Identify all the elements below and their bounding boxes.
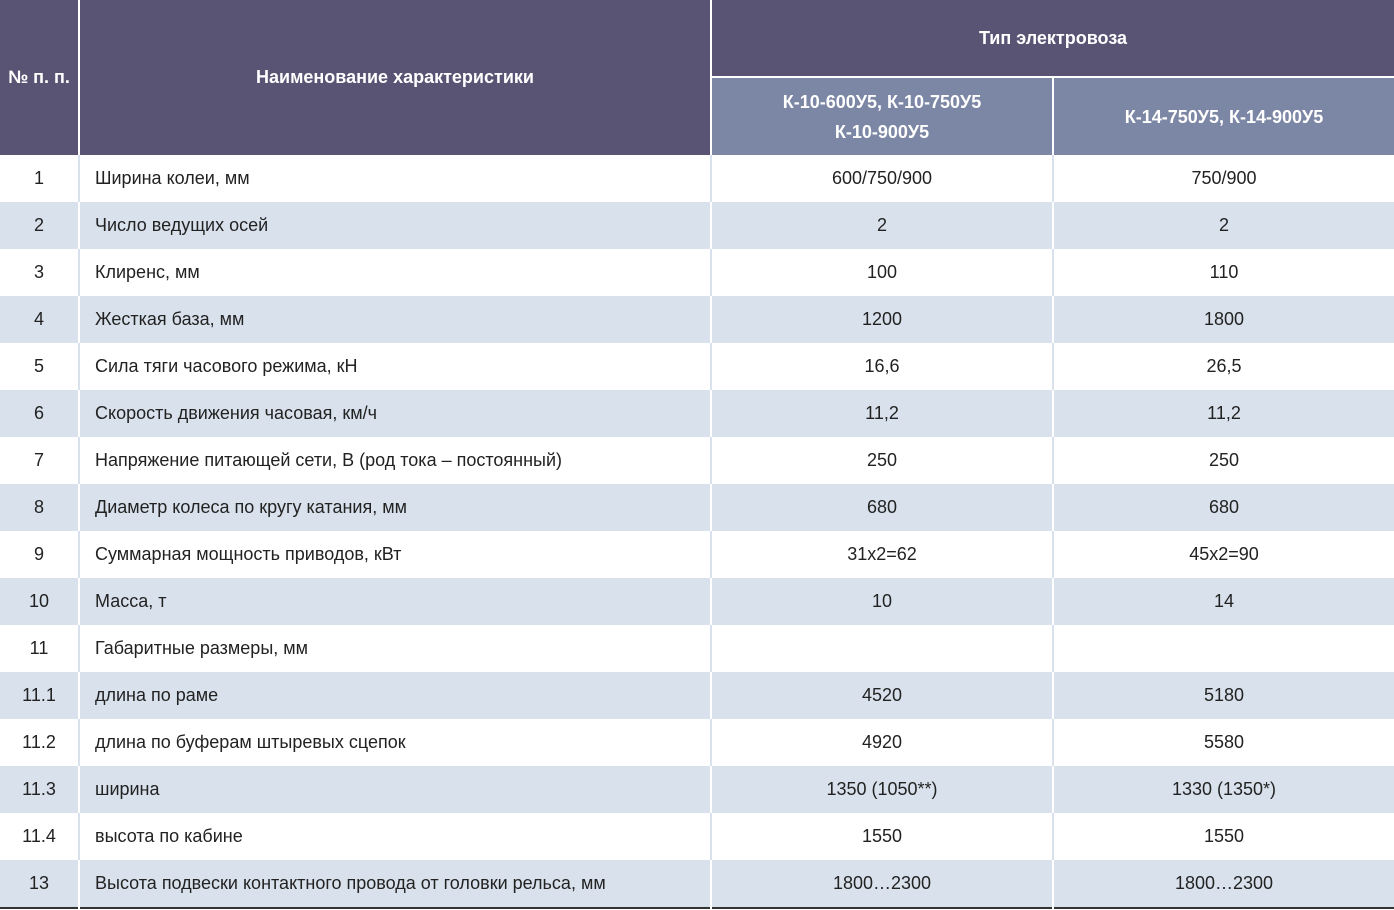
row-number: 10 <box>0 578 79 625</box>
row-value-k14: 11,2 <box>1053 390 1394 437</box>
row-number: 7 <box>0 437 79 484</box>
row-value-k10: 10 <box>711 578 1053 625</box>
row-number: 13 <box>0 860 79 908</box>
table-row <box>0 578 1394 625</box>
row-value-k10: 2 <box>711 202 1053 249</box>
row-characteristic: Диаметр колеса по кругу катания, мм <box>79 484 711 531</box>
row-value-k14: 680 <box>1053 484 1394 531</box>
row-value-k10: 16,6 <box>711 343 1053 390</box>
row-value-k14: 45x2=90 <box>1053 531 1394 578</box>
table-row <box>0 484 1394 531</box>
header-number: № п. п. <box>0 0 79 155</box>
header-model-k14: К-14-750У5, К-14-900У5 <box>1053 77 1394 155</box>
row-value-k14: 1800 <box>1053 296 1394 343</box>
row-characteristic: Напряжение питающей сети, В (род тока – постоянный) <box>79 437 711 484</box>
row-characteristic: Масса, т <box>79 578 711 625</box>
row-value-k14: 5180 <box>1053 672 1394 719</box>
row-value-k10: 31x2=62 <box>711 531 1053 578</box>
row-number: 1 <box>0 155 79 202</box>
row-value-k10: 1350 (1050**) <box>711 766 1053 813</box>
header-model-k10-line2: К-10-900У5 <box>834 121 930 142</box>
row-characteristic: Суммарная мощность приводов, кВт <box>79 531 711 578</box>
row-characteristic: Сила тяги часового режима, кН <box>79 343 711 390</box>
row-value-k10: 1550 <box>711 813 1053 860</box>
header-model-k10 <box>711 77 1053 155</box>
row-value-k10: 1800…2300 <box>711 860 1053 908</box>
row-characteristic: Ширина колеи, мм <box>79 155 711 202</box>
table-body <box>0 155 1394 908</box>
row-characteristic: Число ведущих осей <box>79 202 711 249</box>
row-value-k10: 1200 <box>711 296 1053 343</box>
row-number: 9 <box>0 531 79 578</box>
row-characteristic: Габаритные размеры, мм <box>79 625 711 672</box>
row-characteristic: Скорость движения часовая, км/ч <box>79 390 711 437</box>
row-value-k10: 4920 <box>711 719 1053 766</box>
row-number: 6 <box>0 390 79 437</box>
row-value-k14: 1800…2300 <box>1053 860 1394 908</box>
header-model-k10-line1: К-10-600У5, К-10-750У5 <box>782 91 982 112</box>
row-value-k14: 750/900 <box>1053 155 1394 202</box>
row-number: 2 <box>0 202 79 249</box>
row-value-k14: 110 <box>1053 249 1394 296</box>
table-row <box>0 202 1394 249</box>
row-number: 11 <box>0 625 79 672</box>
row-value-k14: 26,5 <box>1053 343 1394 390</box>
table-row <box>0 249 1394 296</box>
row-number: 11.2 <box>0 719 79 766</box>
row-value-k10: 100 <box>711 249 1053 296</box>
table-row <box>0 813 1394 860</box>
table-header <box>0 0 1394 155</box>
table-row <box>0 531 1394 578</box>
row-value-k10: 4520 <box>711 672 1053 719</box>
table-row <box>0 625 1394 672</box>
row-characteristic: высота по кабине <box>79 813 711 860</box>
table-row <box>0 766 1394 813</box>
row-value-k14: 1550 <box>1053 813 1394 860</box>
table-row <box>0 860 1394 908</box>
row-characteristic: Жесткая база, мм <box>79 296 711 343</box>
row-characteristic: длина по буферам штыревых сцепок <box>79 719 711 766</box>
row-number: 11.1 <box>0 672 79 719</box>
row-value-k10 <box>711 625 1053 672</box>
row-value-k14: 14 <box>1053 578 1394 625</box>
row-number: 4 <box>0 296 79 343</box>
table-row <box>0 437 1394 484</box>
row-number: 8 <box>0 484 79 531</box>
row-value-k10: 250 <box>711 437 1053 484</box>
table-row <box>0 719 1394 766</box>
row-value-k14: 5580 <box>1053 719 1394 766</box>
table-row <box>0 296 1394 343</box>
row-value-k14: 1330 (1350*) <box>1053 766 1394 813</box>
row-characteristic: ширина <box>79 766 711 813</box>
row-number: 3 <box>0 249 79 296</box>
table-row <box>0 672 1394 719</box>
row-number: 11.3 <box>0 766 79 813</box>
header-characteristic-name: Наименование характеристики <box>79 0 711 155</box>
table-row <box>0 390 1394 437</box>
table-row <box>0 343 1394 390</box>
row-value-k10: 600/750/900 <box>711 155 1053 202</box>
row-value-k14 <box>1053 625 1394 672</box>
row-value-k14: 250 <box>1053 437 1394 484</box>
row-value-k14: 2 <box>1053 202 1394 249</box>
row-characteristic: Высота подвески контактного провода от головки рельса, мм <box>79 860 711 908</box>
table-row <box>0 155 1394 202</box>
row-number: 11.4 <box>0 813 79 860</box>
row-value-k10: 680 <box>711 484 1053 531</box>
row-characteristic: Клиренс, мм <box>79 249 711 296</box>
row-characteristic: длина по раме <box>79 672 711 719</box>
row-value-k10: 11,2 <box>711 390 1053 437</box>
header-locomotive-type: Тип электровоза <box>711 0 1394 77</box>
row-number: 5 <box>0 343 79 390</box>
